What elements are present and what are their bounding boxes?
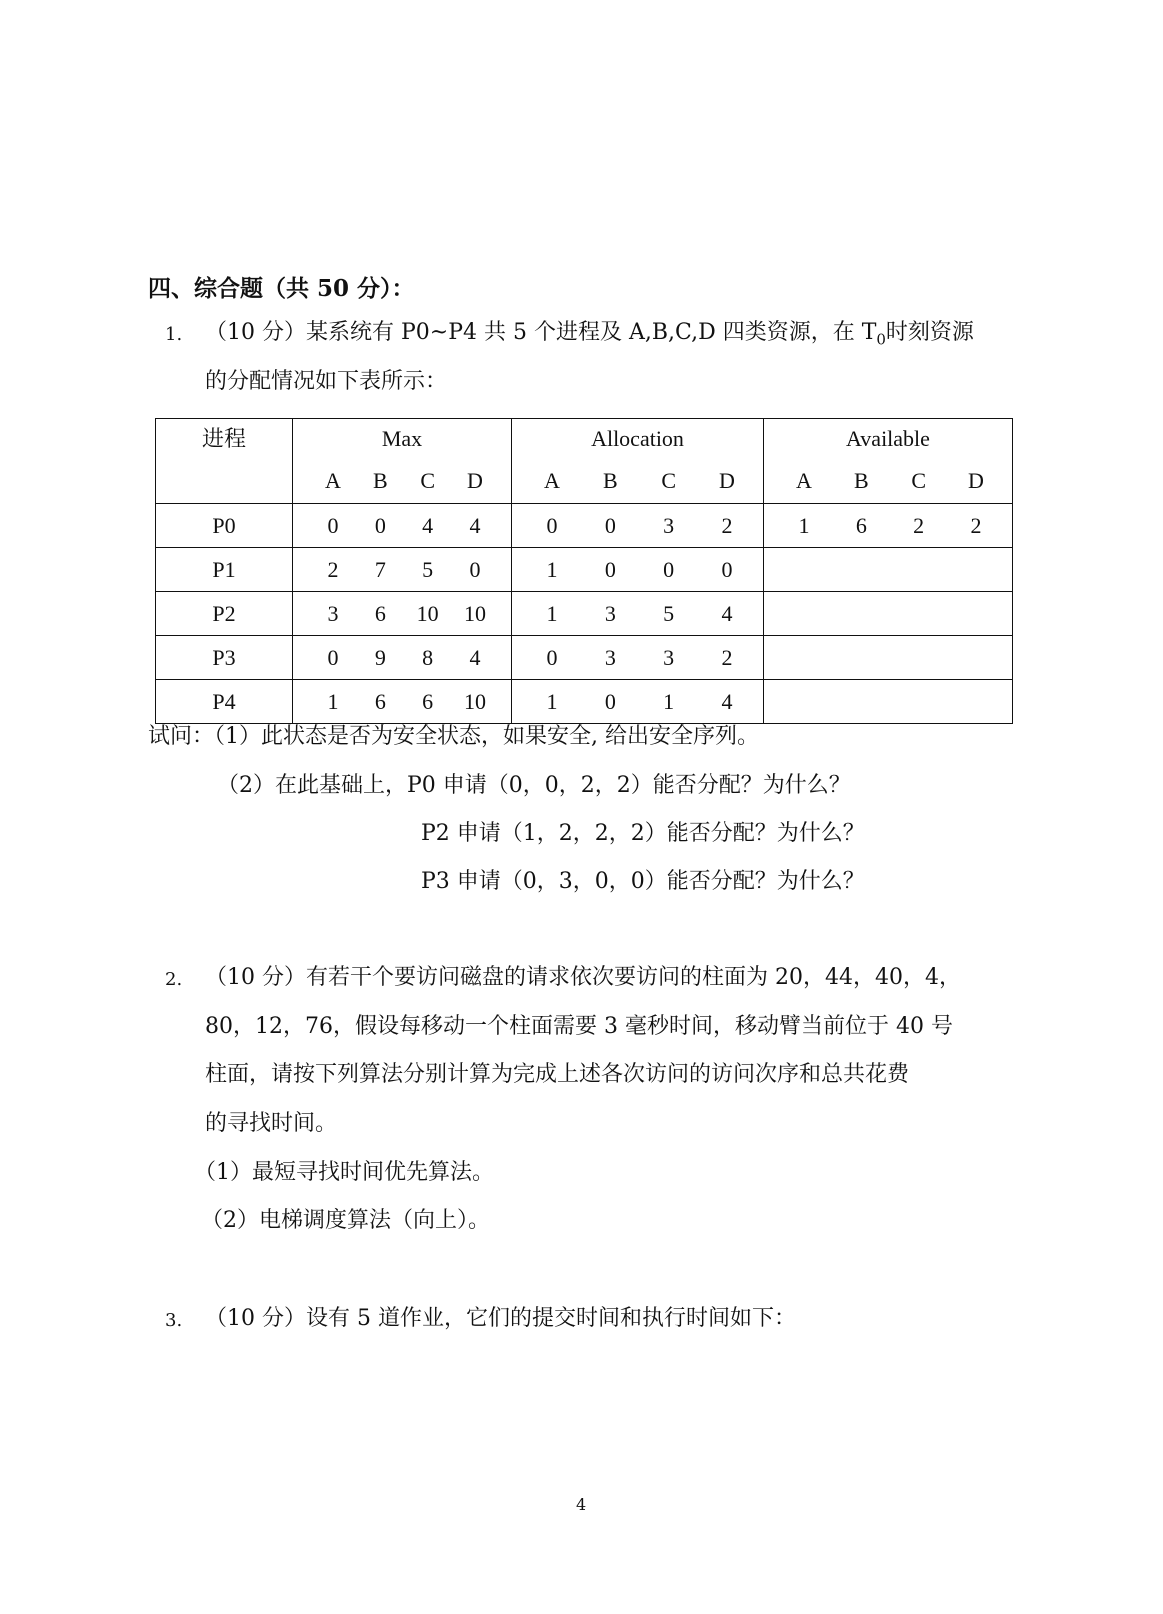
alloc-value: 2 <box>721 512 733 538</box>
table-row <box>156 548 1013 592</box>
process-name: P2 <box>156 592 293 636</box>
max-value: 4 <box>469 644 481 670</box>
alloc-value: 0 <box>546 644 558 670</box>
alloc-values <box>512 513 763 539</box>
q1-ask2a: （2）在此基础上，P0 申请（0，0，2，2）能否分配？为什么？ <box>217 773 851 798</box>
max-value: 10 <box>463 600 486 626</box>
max-value: 0 <box>374 512 386 538</box>
alloc-values <box>512 557 763 583</box>
res-label-a: A <box>796 468 812 493</box>
res-label-c: C <box>420 468 435 493</box>
max-value: 0 <box>327 644 339 670</box>
resource-allocation-table <box>155 418 1013 724</box>
q1-ask2b: P2 申请（1，2，2，2）能否分配？为什么？ <box>421 821 865 846</box>
alloc-value: 0 <box>604 556 616 582</box>
process-name: P4 <box>156 680 293 724</box>
alloc-value: 1 <box>663 688 675 714</box>
max-value: 10 <box>463 688 486 714</box>
avail-cell <box>764 636 1013 680</box>
max-cell <box>293 592 512 636</box>
max-value: 7 <box>374 556 386 582</box>
header-process: 进程 <box>201 426 246 451</box>
avail-cell <box>764 680 1013 724</box>
alloc-values <box>512 645 763 671</box>
max-value: 0 <box>469 556 481 582</box>
max-value: 4 <box>422 512 434 538</box>
q2-item1: （1）最短寻找时间优先算法。 <box>194 1160 494 1185</box>
max-cell <box>293 548 512 592</box>
q1-line2: 的分配情况如下表所示： <box>205 369 448 394</box>
res-label-d: D <box>719 468 735 493</box>
alloc-value: 3 <box>604 600 616 626</box>
alloc-value: 0 <box>604 688 616 714</box>
avail-cell <box>764 592 1013 636</box>
alloc-value: 1 <box>546 688 558 714</box>
q1-line1 <box>205 318 974 354</box>
alloc-cell <box>512 504 764 548</box>
max-value: 8 <box>422 644 434 670</box>
alloc-value: 0 <box>546 512 558 538</box>
table-row <box>156 680 1013 724</box>
page-number: 4 <box>576 1495 587 1514</box>
section-title: 四、综合题（共 50 分）： <box>148 275 415 302</box>
max-value: 6 <box>374 688 386 714</box>
q1-line1-end: 时刻资源 <box>885 320 974 345</box>
alloc-cell <box>512 548 764 592</box>
process-name: P3 <box>156 636 293 680</box>
alloc-values <box>512 689 763 715</box>
max-values <box>293 645 511 671</box>
alloc-value: 1 <box>546 556 558 582</box>
header-available: Available <box>846 426 930 451</box>
q2-line2: 80，12，76，假设每移动一个柱面需要 3 毫秒时间，移动臂当前位于 40 号 <box>205 1014 953 1039</box>
q1-ask2c: P3 申请（0，3，0，0）能否分配？为什么？ <box>421 869 865 894</box>
res-label-b: B <box>372 468 388 493</box>
q2-line3: 柱面，请按下列算法分别计算为完成上述各次访问的访问次序和总共花费 <box>205 1062 910 1087</box>
max-values <box>293 557 511 583</box>
max-value: 6 <box>422 688 434 714</box>
alloc-value: 1 <box>546 600 558 626</box>
res-label-a: A <box>544 468 560 493</box>
q1-ask1: 试问：（1）此状态是否为安全状态，如果安全, 给出安全序列。 <box>148 724 759 749</box>
q2-line1: （10 分）有若干个要访问磁盘的请求依次要访问的柱面为 20，44，40，4， <box>205 965 961 990</box>
res-label-b: B <box>853 468 869 493</box>
max-values <box>293 689 511 715</box>
max-value: 10 <box>416 600 439 626</box>
table-body <box>156 504 1013 724</box>
res-label-c: C <box>661 468 676 493</box>
alloc-cell <box>512 636 764 680</box>
allocation-resource-labels <box>512 459 763 503</box>
table-header-row <box>156 419 1013 504</box>
max-values <box>293 601 511 627</box>
table-row <box>156 504 1013 548</box>
avail-value: 6 <box>855 512 867 538</box>
max-cell <box>293 636 512 680</box>
q3-line1: （10 分）设有 5 道作业，它们的提交时间和执行时间如下： <box>205 1306 796 1331</box>
res-label-c: C <box>911 468 926 493</box>
table-row <box>156 592 1013 636</box>
max-values <box>293 513 511 539</box>
q1-number: 1. <box>165 324 183 345</box>
max-value: 0 <box>327 512 339 538</box>
max-value: 6 <box>374 600 386 626</box>
res-label-d: D <box>467 468 483 493</box>
alloc-value: 3 <box>604 644 616 670</box>
alloc-value: 2 <box>721 644 733 670</box>
avail-values <box>764 513 1012 539</box>
q2-line4: 的寻找时间。 <box>205 1111 338 1136</box>
alloc-value: 4 <box>721 688 733 714</box>
max-resource-labels <box>293 459 511 503</box>
alloc-value: 5 <box>663 600 675 626</box>
table-row <box>156 636 1013 680</box>
alloc-value: 3 <box>663 644 675 670</box>
res-label-d: D <box>968 468 984 493</box>
max-cell <box>293 680 512 724</box>
max-cell <box>293 504 512 548</box>
alloc-value: 0 <box>604 512 616 538</box>
alloc-values <box>512 601 763 627</box>
max-value: 4 <box>469 512 481 538</box>
avail-value: 1 <box>798 512 810 538</box>
alloc-cell <box>512 680 764 724</box>
avail-value: 2 <box>970 512 982 538</box>
avail-value: 2 <box>913 512 925 538</box>
q2-number: 2. <box>165 969 183 990</box>
q3-number: 3. <box>165 1310 183 1331</box>
alloc-value: 0 <box>721 556 733 582</box>
avail-cell <box>764 548 1013 592</box>
alloc-cell <box>512 592 764 636</box>
res-label-b: B <box>602 468 618 493</box>
max-value: 9 <box>374 644 386 670</box>
header-max: Max <box>381 426 423 451</box>
available-resource-labels <box>764 459 1012 503</box>
avail-cell <box>764 504 1013 548</box>
q2-item2: （2）电梯调度算法（向上）。 <box>201 1208 490 1233</box>
res-label-a: A <box>325 468 341 493</box>
alloc-value: 0 <box>663 556 675 582</box>
q1-line1-text: （10 分）某系统有 P0~P4 共 5 个进程及 A,B,C,D 四类资源，在 T <box>205 320 877 345</box>
process-name: P1 <box>156 548 293 592</box>
alloc-value: 3 <box>663 512 675 538</box>
max-value: 5 <box>422 556 434 582</box>
max-value: 2 <box>327 556 339 582</box>
max-value: 3 <box>327 600 339 626</box>
max-value: 1 <box>327 688 339 714</box>
q1-subscript: 0 <box>876 330 886 349</box>
header-allocation: Allocation <box>591 426 684 451</box>
alloc-value: 4 <box>721 600 733 626</box>
process-name: P0 <box>156 504 293 548</box>
